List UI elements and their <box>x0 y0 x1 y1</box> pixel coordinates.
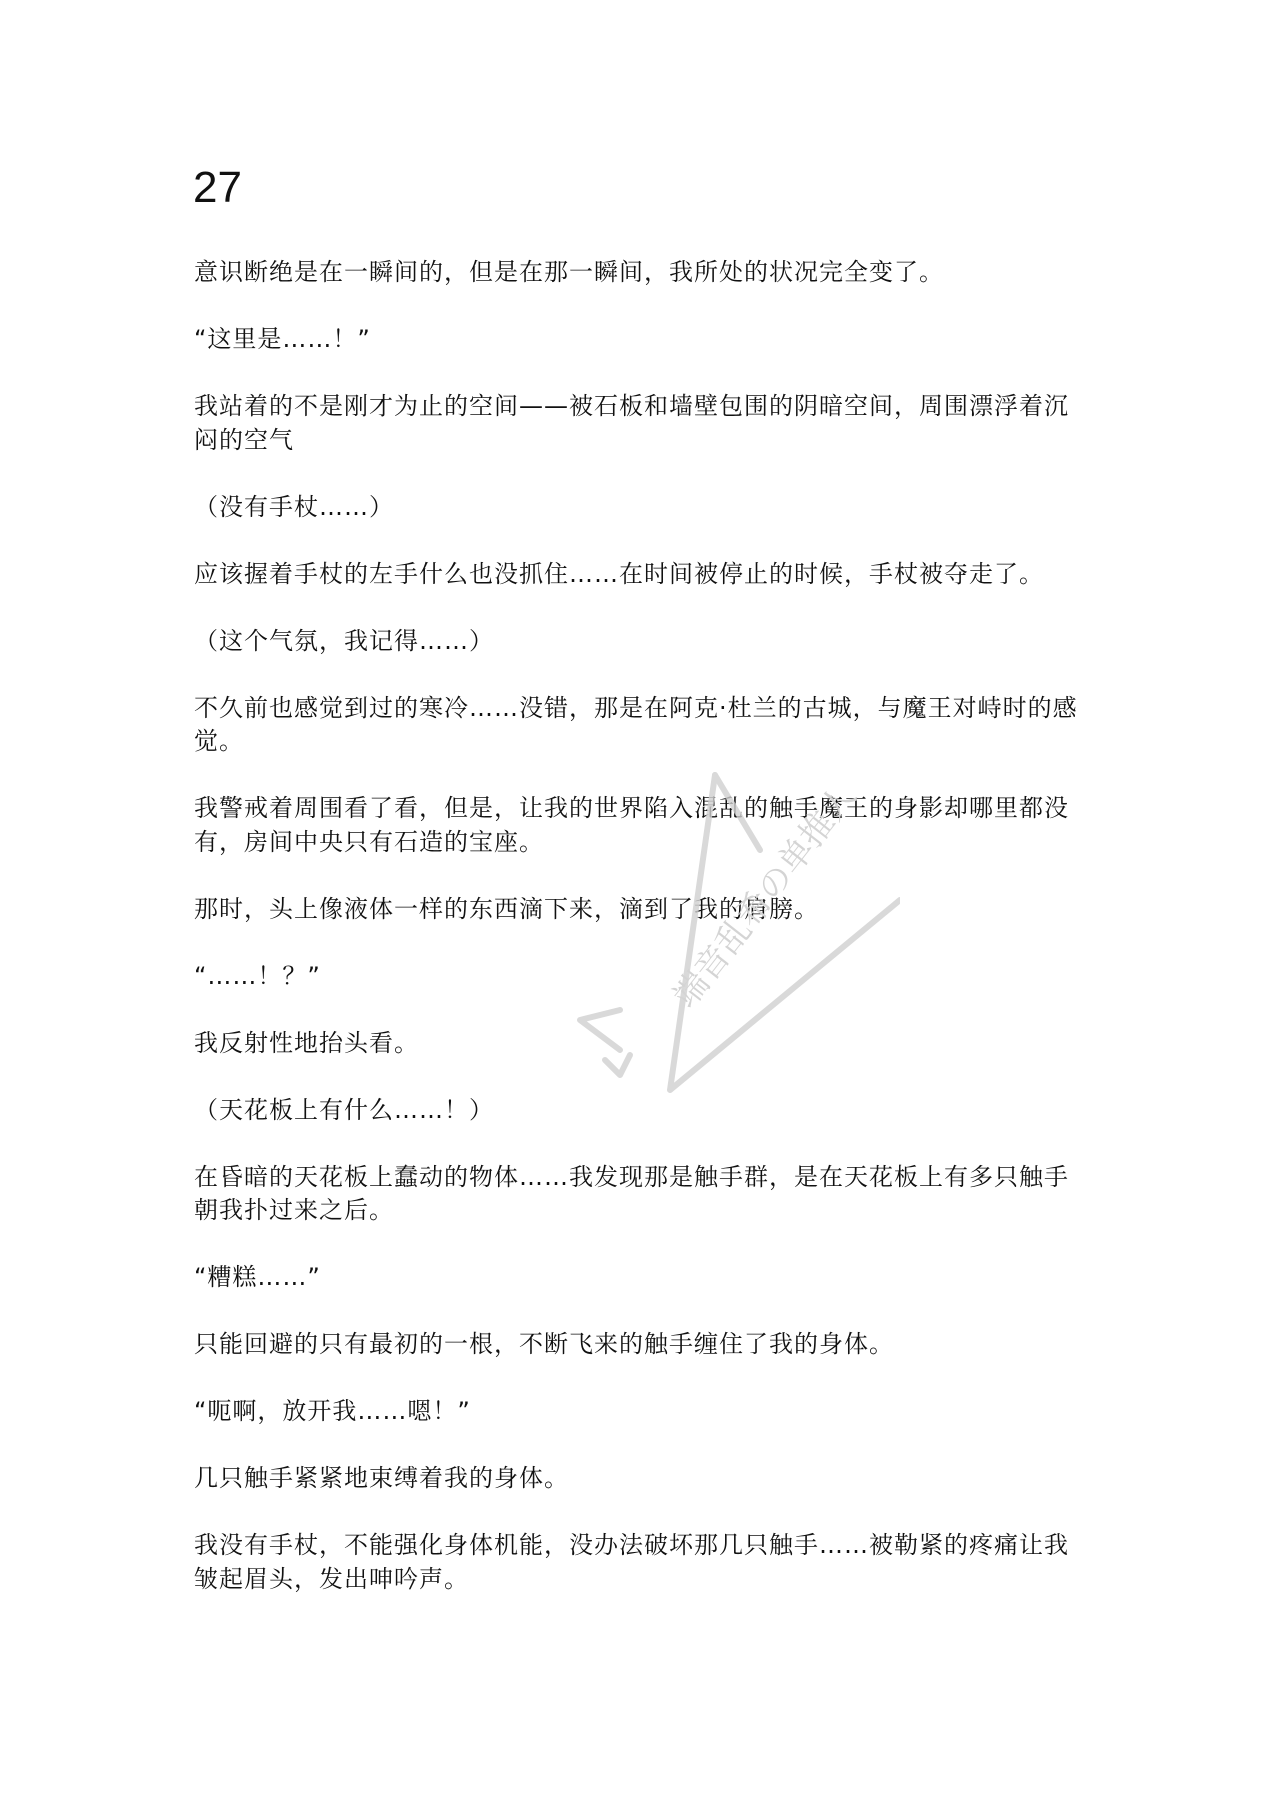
paragraph: 我反射性地抬头看。 <box>194 1028 419 1057</box>
paragraph: 我站着的不是刚才为止的空间——被石板和墙壁包围的阴暗空间，周围漂浮着沉闷的空气 <box>194 392 1069 454</box>
paragraph: 我没有手杖，不能强化身体机能，没办法破坏那几只触手……被勒紧的疼痛让我皱起眉头，发出呻吟声。 <box>194 1531 1069 1593</box>
watermark-text: 端音乱希の单推人 <box>665 776 865 1016</box>
paragraph: 意识断绝是在一瞬间的，但是在那一瞬间，我所处的状况完全变了。 <box>194 258 944 286</box>
paragraph: 在昏暗的天花板上蠢动的物体……我发现那是触手群，是在天花板上有多只触手朝我扑过来之后。 <box>194 1162 1069 1224</box>
chapter-body <box>194 256 1086 1630</box>
paragraph: 那时，头上像液体一样的东西滴下来，滴到了我的肩膀。 <box>194 894 819 923</box>
paragraph: “……！？” <box>194 961 321 990</box>
paragraph: “呃啊，放开我……嗯！” <box>194 1397 471 1425</box>
paragraph: （没有手杖……） <box>194 492 394 521</box>
paragraph: （天花板上有什么……！） <box>194 1095 494 1124</box>
paragraph: 几只触手紧紧地束缚着我的身体。 <box>194 1464 569 1492</box>
paragraph: 我警戒着周围看了看，但是，让我的世界陷入混乱的触手魔王的身影却哪里都没有，房间中央只有石造的宝座。 <box>194 794 1069 856</box>
chapter-number: 27 <box>193 163 242 212</box>
paragraph: 应该握着手杖的左手什么也没抓住……在时间被停止的时候，手杖被夺走了。 <box>194 559 1044 588</box>
paragraph: 只能回避的只有最初的一根，不断飞来的触手缠住了我的身体。 <box>194 1330 894 1358</box>
paragraph: “糟糕……” <box>194 1263 321 1291</box>
paragraph: “这里是……！” <box>194 325 371 353</box>
paragraph: （这个气氛，我记得……） <box>194 626 494 655</box>
paragraph: 不久前也感觉到过的寒冷……没错，那是在阿克·杜兰的古城，与魔王对峙时的感觉。 <box>194 693 1078 755</box>
